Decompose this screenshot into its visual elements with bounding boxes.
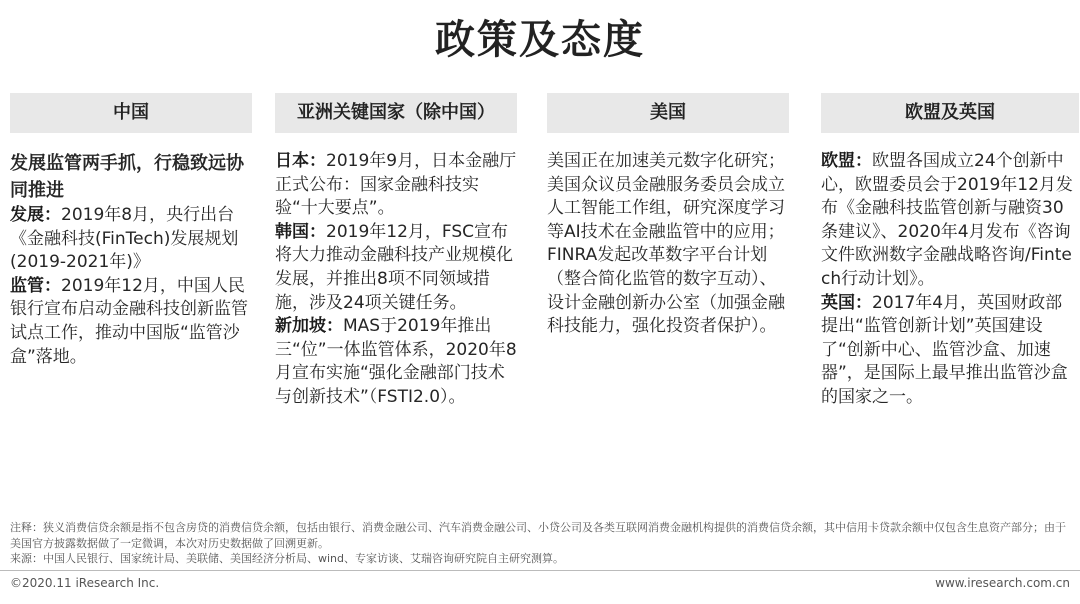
item-label: 监管： xyxy=(10,275,61,296)
item-label: 日本： xyxy=(275,151,326,171)
item-text: 2019年12月，FSC宣布将大力推动金融科技产业规模化发展，并推出8项不同领域措施，涉及24项关键任务。 xyxy=(275,221,513,313)
column-usa xyxy=(547,93,789,339)
item-text: 欧盟各国成立24个创新中心，欧盟委员会于2019年12月发布《金融科技监管创新与融资30条建议》、2020年4月发布《咨询文件欧洲数字金融战略咨询/Fintech行动计划》。 xyxy=(821,151,1073,289)
item-label: 英国： xyxy=(821,292,872,313)
column-header: 亚洲关键国家（除中国） xyxy=(275,93,517,133)
footer-divider xyxy=(0,570,1080,571)
item-text: MAS于2019年推出三“位”一体监管体系，2020年8月宣布实施“强化金融部门技术与创新技术”（FSTI2.0）。 xyxy=(275,316,517,407)
column-body xyxy=(275,150,517,410)
policy-item xyxy=(275,150,517,221)
policy-paragraph: 美国正在加速美元数字化研究； xyxy=(547,151,785,171)
policy-item xyxy=(10,275,252,369)
policy-item xyxy=(821,292,1079,410)
item-label: 新加坡： xyxy=(275,316,343,337)
page-title: 政策及态度 xyxy=(435,17,645,63)
item-label: 韩国： xyxy=(275,221,326,242)
footnote xyxy=(10,520,1072,567)
item-text: 2017年4月，英国财政部提出“监管创新计划”英国建设了“创新中心、监管沙盒、加速器”，是国际上最早推出监管沙盒的国家之一。 xyxy=(821,292,1068,407)
item-text: 2019年9月，日本金融厅正式公布：国家金融科技实验“十大要点”。 xyxy=(275,151,517,219)
footer-website[interactable]: www.iresearch.com.cn xyxy=(935,576,1070,590)
footnote-note: 注释：狭义消费信贷余额是指不包含房贷的消费信贷余额，包括由银行、消费金融公司、汽车消费金融公司、小贷公司及各类互联网消费金融机构提供的消费信贷余额，其中信用卡贷款余额中仅包含生息资产部分；由于美国官方披露数据做了一定微调，本次对历史数据做了回溯更新。 xyxy=(10,521,1066,550)
item-text: 2019年8月，央行出台《金融科技(FinTech)发展规划(2019-2021年)》 xyxy=(10,205,239,273)
policy-paragraph: 美国众议员金融服务委员会成立人工智能工作组，研究深度学习等AI技术在金融监管中的应用； xyxy=(547,174,785,242)
footer-copyright: ©2020.11 iResearch Inc. xyxy=(10,576,160,590)
item-text: 2019年12月，中国人民银行宣布启动金融科技创新监管试点工作，推动中国版“监管沙盒”落地。 xyxy=(10,275,248,367)
column-china xyxy=(10,93,252,369)
column-body xyxy=(547,150,789,339)
item-label: 欧盟： xyxy=(821,151,872,171)
policy-item xyxy=(10,204,252,275)
column-body xyxy=(10,150,252,369)
footnote-source: 来源：中国人民银行、国家统计局、美联储、美国经济分析局、wind、专家访谈、艾瑞咨询研究院自主研究测算。 xyxy=(10,552,565,565)
policy-item xyxy=(275,315,517,409)
column-asia xyxy=(275,93,517,410)
item-label: 发展： xyxy=(10,205,61,225)
policy-paragraph: FINRA发起改革数字平台计划（整合简化监管的数字互动）、设计金融创新办公室（加强金融科技能力，强化投资者保护）。 xyxy=(547,245,785,337)
column-body xyxy=(821,150,1079,410)
column-header: 中国 xyxy=(10,93,252,133)
policy-item xyxy=(275,221,517,315)
policy-item xyxy=(821,150,1079,292)
column-header: 美国 xyxy=(547,93,789,133)
lead-statement: 发展监管两手抓，行稳致远协同推进 xyxy=(10,153,244,201)
column-header: 欧盟及英国 xyxy=(821,93,1079,133)
column-eu-uk xyxy=(821,93,1079,410)
